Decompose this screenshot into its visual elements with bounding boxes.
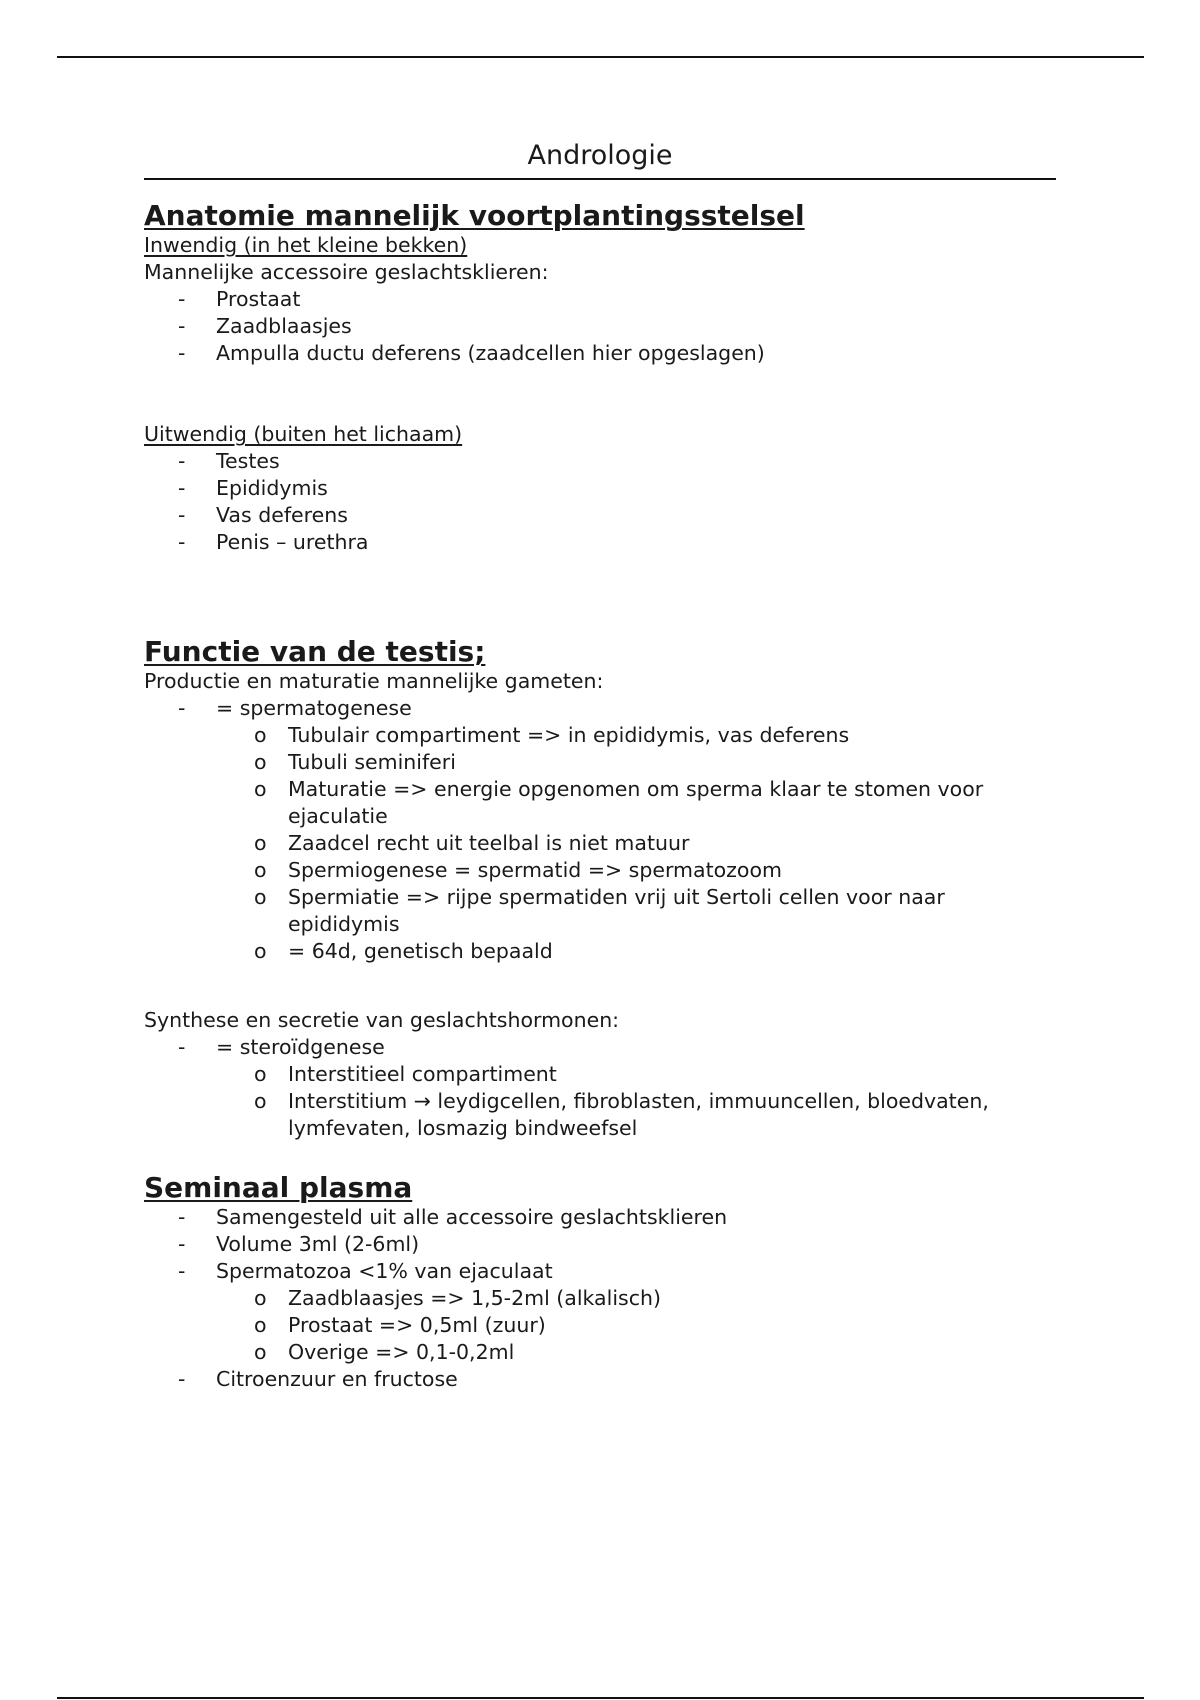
list-item — [144, 1258, 1056, 1366]
synthesis-list — [144, 1034, 1056, 1142]
list-item: - Penis – urethra — [144, 529, 1056, 556]
plasma-heading: Seminaal plasma — [144, 1171, 413, 1204]
external-label: Uitwendig (buiten het lichaam) — [144, 422, 463, 446]
list-item-label: Spermatozoa <1% van ejaculaat — [216, 1259, 553, 1283]
sub-list-item: o Tubuli seminiferi — [144, 749, 1056, 776]
sub-list-item: o = 64d, genetisch bepaald — [144, 938, 1056, 965]
external-list — [144, 448, 1056, 556]
production-intro: Productie en maturatie mannelijke gameten: — [144, 669, 604, 693]
sub-list-item: o Spermiatie => rijpe spermatiden vrij uit Sertoli cellen voor naar epididymis — [144, 884, 1056, 938]
sub-list-item: o Zaadblaasjes => 1,5-2ml (alkalisch) — [144, 1285, 1056, 1312]
synthesis-intro: Synthese en secretie van geslachtshormonen: — [144, 1008, 620, 1032]
sub-list-item: o Maturatie => energie opgenomen om sperma klaar te stomen voor ejaculatie — [144, 776, 1056, 830]
sub-list-item: o Tubulair compartiment => in epididymis, vas deferens — [144, 722, 1056, 749]
internal-list — [144, 286, 1056, 367]
sub-list-item: o Spermiogenese = spermatid => spermatozoom — [144, 857, 1056, 884]
list-item: - Prostaat — [144, 286, 1056, 313]
list-item-label: = steroïdgenese — [216, 1035, 385, 1059]
production-list — [144, 695, 1056, 965]
page-top-rule — [57, 56, 1144, 58]
sub-list-item: o Zaadcel recht uit teelbal is niet matuur — [144, 830, 1056, 857]
testis-heading: Functie van de testis; — [144, 635, 486, 668]
internal-label: Inwendig (in het kleine bekken) — [144, 233, 468, 257]
list-item — [144, 1034, 1056, 1142]
list-item: - Volume 3ml (2-6ml) — [144, 1231, 1056, 1258]
sub-list-item: o Interstitieel compartiment — [144, 1061, 1056, 1088]
list-item: - Ampulla ductu deferens (zaadcellen hier opgeslagen) — [144, 340, 1056, 367]
list-item: - Vas deferens — [144, 502, 1056, 529]
synthesis-sublist — [144, 1061, 1056, 1142]
page-bottom-rule — [57, 1697, 1144, 1699]
list-item: - Testes — [144, 448, 1056, 475]
list-item: - Citroenzuur en fructose — [144, 1366, 1056, 1393]
list-item-label: = spermatogenese — [216, 696, 412, 720]
sub-list-item: o Interstitium → leydigcellen, fibroblasten, immuuncellen, bloedvaten, lymfevaten, losmazig bindweefsel — [144, 1088, 1056, 1142]
list-item — [144, 695, 1056, 965]
sub-list-item: o Prostaat => 0,5ml (zuur) — [144, 1312, 1056, 1339]
list-item: - Zaadblaasjes — [144, 313, 1056, 340]
document-body — [144, 138, 1056, 1393]
production-sublist — [144, 722, 1056, 965]
sub-list-item: o Overige => 0,1-0,2ml — [144, 1339, 1056, 1366]
anatomy-heading: Anatomie mannelijk voortplantingsstelsel — [144, 199, 805, 232]
list-item: - Epididymis — [144, 475, 1056, 502]
plasma-list — [144, 1204, 1056, 1393]
internal-intro: Mannelijke accessoire geslachtsklieren: — [144, 260, 549, 284]
list-item: - Samengesteld uit alle accessoire geslachtsklieren — [144, 1204, 1056, 1231]
page-title: Andrologie — [144, 138, 1056, 180]
plasma-sublist — [144, 1285, 1056, 1366]
